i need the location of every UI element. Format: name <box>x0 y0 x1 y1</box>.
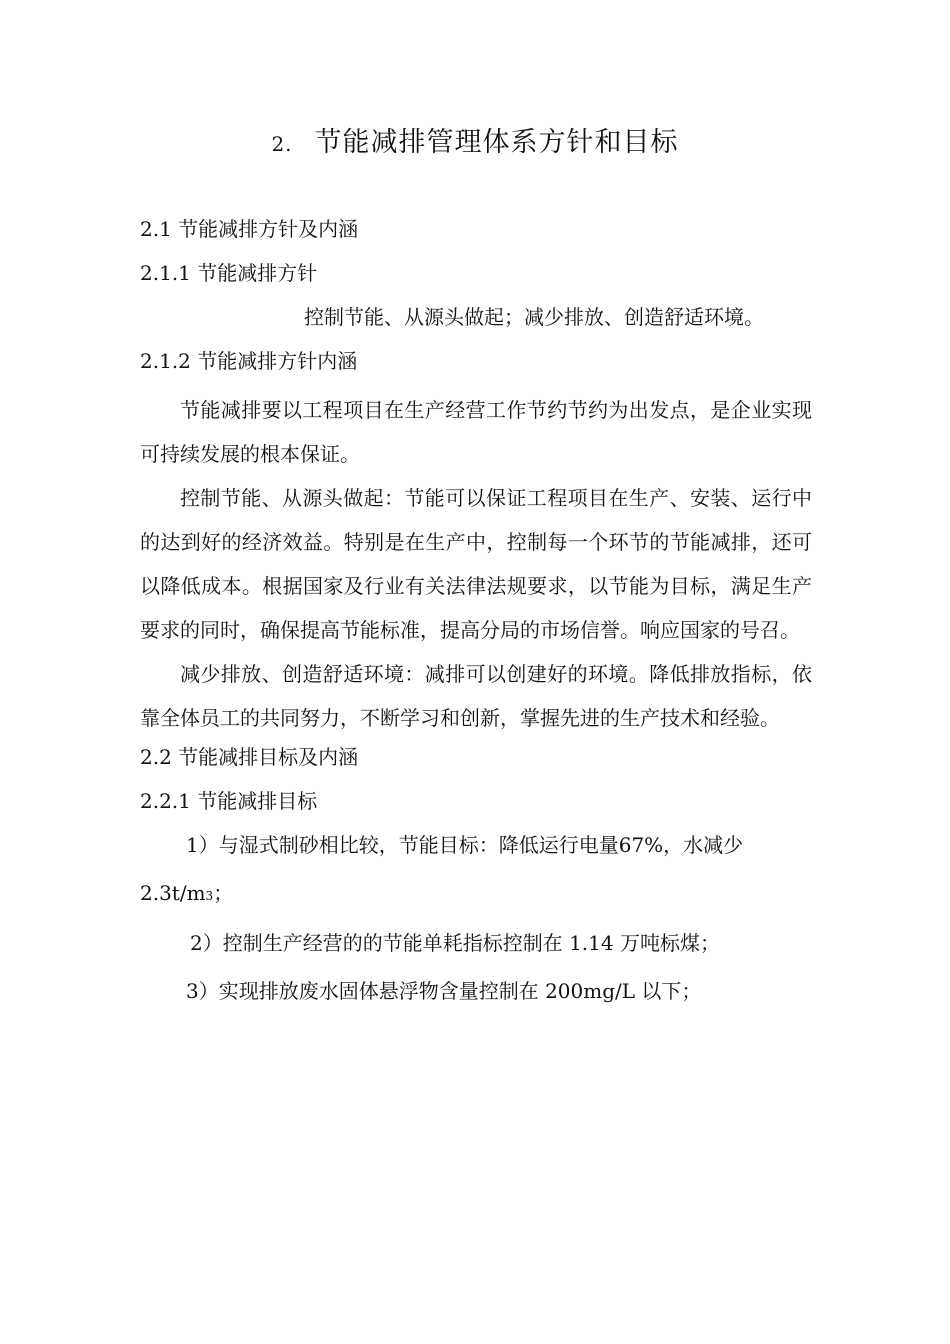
page-title <box>0 120 950 159</box>
heading-2-1-2: 2.1.2 节能减排方针内涵 <box>140 349 358 373</box>
heading-2-2: 2.2 节能减排目标及内涵 <box>140 745 359 769</box>
heading-2-2-1: 2.2.1 节能减排目标 <box>140 789 318 813</box>
paragraph-2: 控制节能、从源头做起：节能可以保证工程项目在生产、安装、运行中的达到好的经济效益。特别是在生产中，控制每一个环节的节能减排，还可以降低成本。根据国家及行业有关法律法规要求，以节能为目标，满足生产要求的同时，确保提高节能标准，提高分局的市场信誉。响应国家的号召。 <box>140 486 812 642</box>
goal-2: 2）控制生产经营的的节能单耗指标控制在 1.14 万吨标煤； <box>190 931 720 955</box>
title-text: 节能减排管理体系方针和目标 <box>314 127 679 158</box>
heading-2-1-1: 2.1.1 节能减排方针 <box>140 261 318 285</box>
paragraph-3: 减少排放、创造舒适环境：减排可以创建好的环境。降低排放指标，依靠全体员工的共同努力，不断学习和创新，掌握先进的生产技术和经验。 <box>140 662 812 730</box>
goal-1-line-1: 1）与湿式制砂相比较，节能目标：降低运行电量67%，水减少 <box>186 833 744 857</box>
goal-1-unit-exponent: 3 <box>205 889 214 903</box>
heading-2-1: 2.1 节能减排方针及内涵 <box>140 217 359 241</box>
goal-1-end: ； <box>213 881 234 905</box>
goal-1-line-2 <box>140 876 812 926</box>
goal-3: 3）实现排放废水固体悬浮物含量控制在 200mg/L 以下； <box>186 979 702 1003</box>
title-number: 2. <box>271 132 293 156</box>
policy-statement: 控制节能、从源头做起；减少排放、创造舒适环境。 <box>304 305 764 329</box>
goal-1-unit: 2.3t/m <box>140 881 206 905</box>
document-body <box>140 212 812 1022</box>
paragraph-1: 节能减排要以工程项目在生产经营工作节约节约为出发点，是企业实现可持续发展的根本保证。 <box>140 398 812 466</box>
